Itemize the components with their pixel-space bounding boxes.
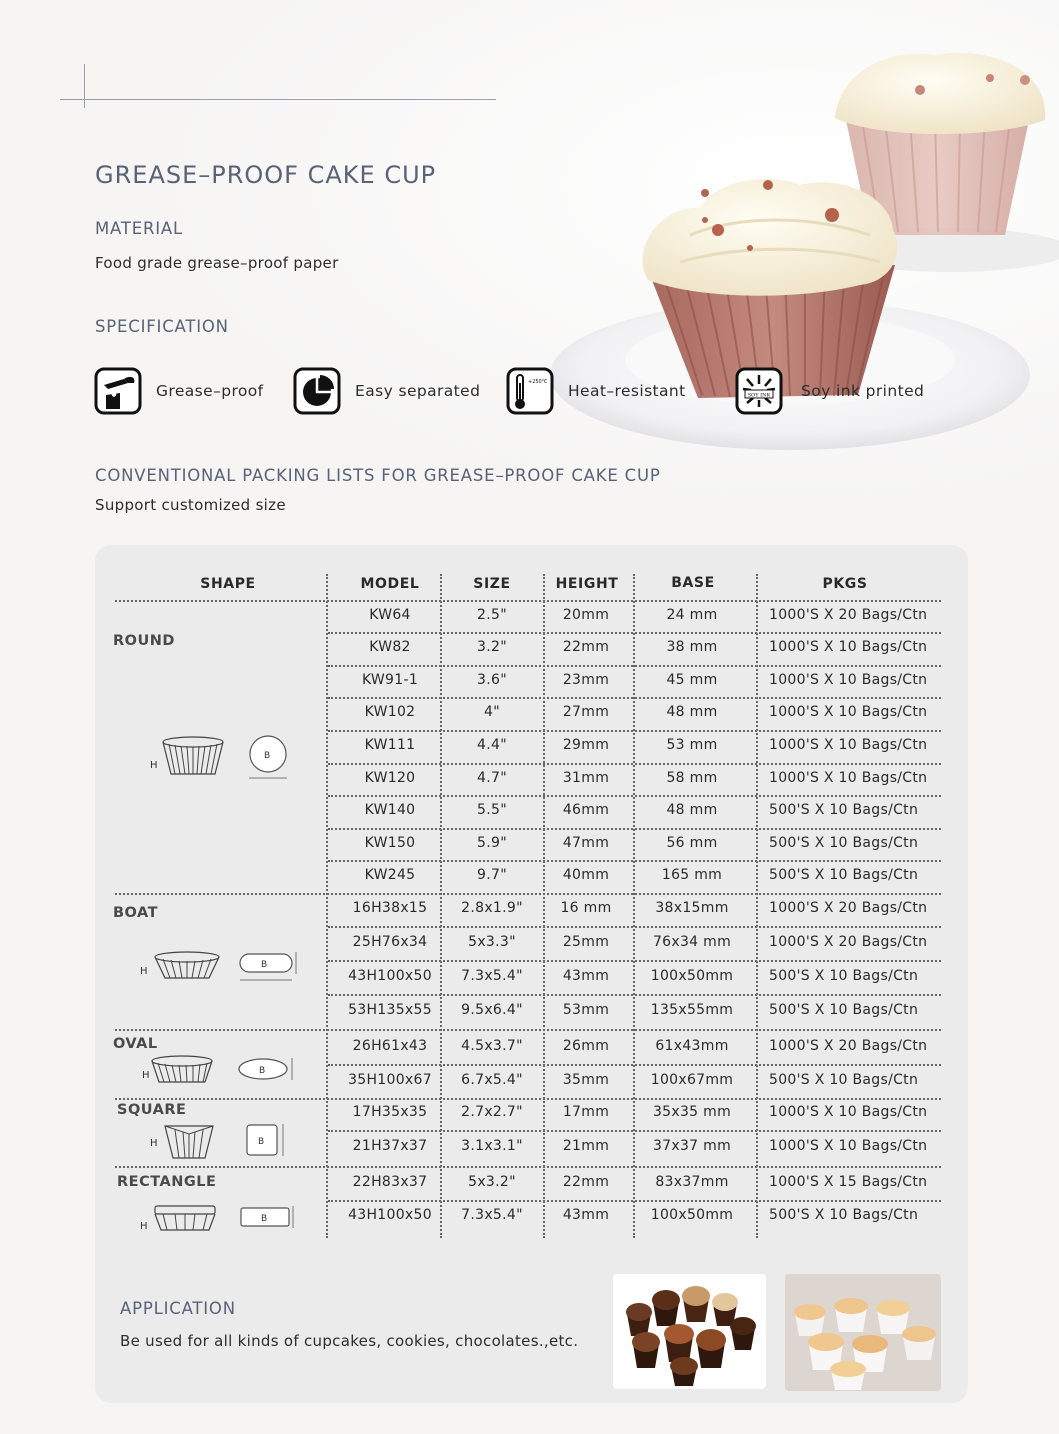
col-header-size: SIZE [473,576,511,592]
packing-heading: CONVENTIONAL PACKING LISTS FOR GREASE–PROOF CAKE CUP [95,466,661,485]
cell-pkgs: 1000'S X 15 Bags/Ctn [769,1174,928,1190]
cell-model: 22H83x37 [352,1174,428,1190]
shape-label-boat: BOAT [113,905,158,921]
row-divider [328,828,941,830]
cell-size: 5x3.2" [468,1174,516,1190]
cell-model: KW82 [369,639,411,655]
cell-size: 2.7x2.7" [461,1104,523,1120]
cell-height: 22mm [562,1174,610,1190]
feature-easy-separated [293,367,480,415]
packing-subtitle: Support customized size [95,496,286,514]
cell-model: KW111 [364,737,416,753]
cell-pkgs: 500'S X 10 Bags/Ctn [769,867,919,883]
cell-base: 135x55mm [650,1002,734,1018]
cell-model: 43H100x50 [348,1207,432,1223]
corner-rule-vertical [84,64,85,108]
cell-height: 46mm [562,802,610,818]
cell-pkgs: 1000'S X 20 Bags/Ctn [769,934,928,950]
cell-base: 35x35 mm [652,1104,732,1120]
cell-pkgs: 500'S X 10 Bags/Ctn [769,1072,919,1088]
dim-b-label: B [258,1137,265,1147]
boat-cup-diagram [137,948,302,988]
cell-size: 4.4" [477,737,507,753]
cell-size: 5x3.3" [468,934,516,950]
cell-model: 26H61x43 [352,1038,428,1054]
chocolates-photo [613,1274,766,1389]
cell-pkgs: 1000'S X 20 Bags/Ctn [769,1038,928,1054]
cell-size: 3.6" [477,672,507,688]
dim-b-label: B [264,751,271,761]
thermometer-icon [506,367,554,415]
cell-pkgs: 1000'S X 10 Bags/Ctn [769,737,928,753]
dim-h-label: H [150,760,158,771]
cell-height: 25mm [562,934,610,950]
shape-label-oval: OVAL [113,1036,158,1052]
row-divider [328,632,941,634]
col-header-height: HEIGHT [555,576,619,592]
cell-base: 58 mm [666,770,718,786]
specification-heading: SPECIFICATION [95,317,229,336]
cell-base: 100x50mm [650,968,734,984]
cell-height: 31mm [562,770,610,786]
feature-label: Soy ink printed [801,382,925,400]
cell-model: KW140 [364,802,416,818]
shape-label-square: SQUARE [117,1102,187,1118]
cell-height: 27mm [562,704,610,720]
cell-height: 26mm [562,1038,610,1054]
row-divider [328,926,941,928]
cell-height: 35mm [562,1072,610,1088]
cell-size: 5.5" [477,802,507,818]
cell-size: 3.2" [477,639,507,655]
col-divider [756,574,758,1238]
cell-base: 38 mm [666,639,718,655]
cell-size: 2.5" [477,607,507,623]
cell-size: 4.5x3.7" [461,1038,523,1054]
cell-model: 25H76x34 [352,934,428,950]
cell-base: 37x37 mm [652,1138,732,1154]
cupcake-cookies-photo [785,1274,941,1391]
page-title: GREASE–PROOF CAKE CUP [95,161,437,189]
cell-size: 4" [484,704,500,720]
cell-height: 17mm [562,1104,610,1120]
cell-size: 6.7x5.4" [461,1072,523,1088]
cell-height: 47mm [562,835,610,851]
cell-size: 4.7" [477,770,507,786]
application-heading: APPLICATION [120,1299,236,1318]
cell-base: 100x67mm [650,1072,734,1088]
col-header-shape: SHAPE [200,576,256,592]
cell-pkgs: 1000'S X 20 Bags/Ctn [769,900,928,916]
feature-grease-proof [94,367,264,415]
cell-height: 23mm [562,672,610,688]
cell-base: 165 mm [661,867,723,883]
row-divider [328,697,941,699]
cell-pkgs: 1000'S X 10 Bags/Ctn [769,1138,928,1154]
soy-ink-badge: SOY INK [747,392,771,399]
cell-height: 43mm [562,968,610,984]
cell-model: 21H37x37 [352,1138,428,1154]
rectangle-cup-diagram [137,1202,302,1236]
shape-label-round: ROUND [113,633,175,649]
col-header-model: MODEL [360,576,420,592]
cell-base: 53 mm [666,737,718,753]
cell-base: 38x15mm [655,900,729,916]
cell-height: 22mm [562,639,610,655]
cell-size: 3.1x3.1" [461,1138,523,1154]
cell-model: 53H135x55 [348,1002,432,1018]
cell-height: 40mm [562,867,610,883]
cell-height: 29mm [562,737,610,753]
grease-proof-icon [94,367,142,415]
row-divider [328,730,941,732]
cell-base: 48 mm [666,704,718,720]
cell-pkgs: 1000'S X 10 Bags/Ctn [769,704,928,720]
cell-base: 61x43mm [655,1038,729,1054]
cell-pkgs: 500'S X 10 Bags/Ctn [769,802,919,818]
cell-model: KW245 [364,867,416,883]
cell-pkgs: 500'S X 10 Bags/Ctn [769,1207,919,1223]
cell-pkgs: 1000'S X 10 Bags/Ctn [769,639,928,655]
cell-pkgs: 500'S X 10 Bags/Ctn [769,835,919,851]
row-divider [328,1064,941,1066]
cell-base: 48 mm [666,802,718,818]
row-divider [328,795,941,797]
dim-b-label: B [259,1066,266,1076]
cell-pkgs: 1000'S X 20 Bags/Ctn [769,607,928,623]
feature-heat-resistant [506,367,686,415]
cell-model: 17H35x35 [352,1104,428,1120]
section-divider [115,1166,941,1168]
cell-pkgs: 1000'S X 10 Bags/Ctn [769,770,928,786]
cell-size: 9.7" [477,867,507,883]
cell-base: 83x37mm [655,1174,729,1190]
cell-size: 7.3x5.4" [461,968,523,984]
cell-base: 24 mm [666,607,718,623]
feature-label: Easy separated [355,382,481,400]
cell-size: 7.3x5.4" [461,1207,523,1223]
cell-model: 16H38x15 [352,900,428,916]
col-divider [326,574,328,1238]
cell-model: KW64 [369,607,411,623]
cell-size: 5.9" [477,835,507,851]
material-heading: MATERIAL [95,219,183,238]
cell-size: 2.8x1.9" [461,900,523,916]
cell-base: 56 mm [666,835,718,851]
section-divider [115,1029,941,1031]
dim-h-label: H [140,966,148,977]
cell-height: 20mm [562,607,610,623]
feature-label: Heat–resistant [568,382,686,400]
heat-badge: +250℃ [528,379,548,385]
dim-h-label: H [150,1138,158,1149]
row-divider [328,1200,941,1202]
cell-base: 76x34 mm [652,934,732,950]
square-cup-diagram [145,1120,295,1164]
corner-rule-horizontal [60,99,496,100]
cell-model: 43H100x50 [348,968,432,984]
header-divider [115,600,941,602]
row-divider [328,763,941,765]
row-divider [328,860,941,862]
dim-h-label: H [142,1070,150,1081]
cell-base: 100x50mm [650,1207,734,1223]
cell-pkgs: 500'S X 10 Bags/Ctn [769,1002,919,1018]
cell-model: KW150 [364,835,416,851]
section-divider [115,1098,941,1100]
cell-base: 45 mm [666,672,718,688]
cell-pkgs: 1000'S X 10 Bags/Ctn [769,1104,928,1120]
row-divider [328,960,941,962]
shape-label-rectangle: RECTANGLE [117,1174,217,1190]
cell-height: 21mm [562,1138,610,1154]
cell-height: 53mm [562,1002,610,1018]
material-text: Food grade grease–proof paper [95,254,339,272]
feature-label: Grease–proof [156,382,264,400]
cell-model: KW91-1 [361,672,419,688]
row-divider [328,994,941,996]
dim-b-label: B [261,1214,268,1224]
easy-separated-icon [293,367,341,415]
cell-model: 35H100x67 [348,1072,432,1088]
dim-b-label: B [261,960,268,970]
cell-size: 9.5x6.4" [461,1002,523,1018]
section-divider [115,893,941,895]
row-divider [328,665,941,667]
cell-pkgs: 500'S X 10 Bags/Ctn [769,968,919,984]
col-header-pkgs: PKGS [822,576,868,592]
feature-soy-ink [735,367,924,415]
application-text: Be used for all kinds of cupcakes, cookies, chocolates.,etc. [120,1332,579,1350]
cell-model: KW102 [364,704,416,720]
cell-model: KW120 [364,770,416,786]
dim-h-label: H [140,1221,148,1232]
row-divider [328,1130,941,1132]
col-header-base: BASE [671,575,715,591]
cell-height: 43mm [562,1207,610,1223]
soy-ink-icon [735,367,783,415]
oval-cup-diagram [137,1054,302,1090]
cell-pkgs: 1000'S X 10 Bags/Ctn [769,672,928,688]
cell-height: 16 mm [560,900,612,916]
round-cup-diagram [145,730,295,782]
